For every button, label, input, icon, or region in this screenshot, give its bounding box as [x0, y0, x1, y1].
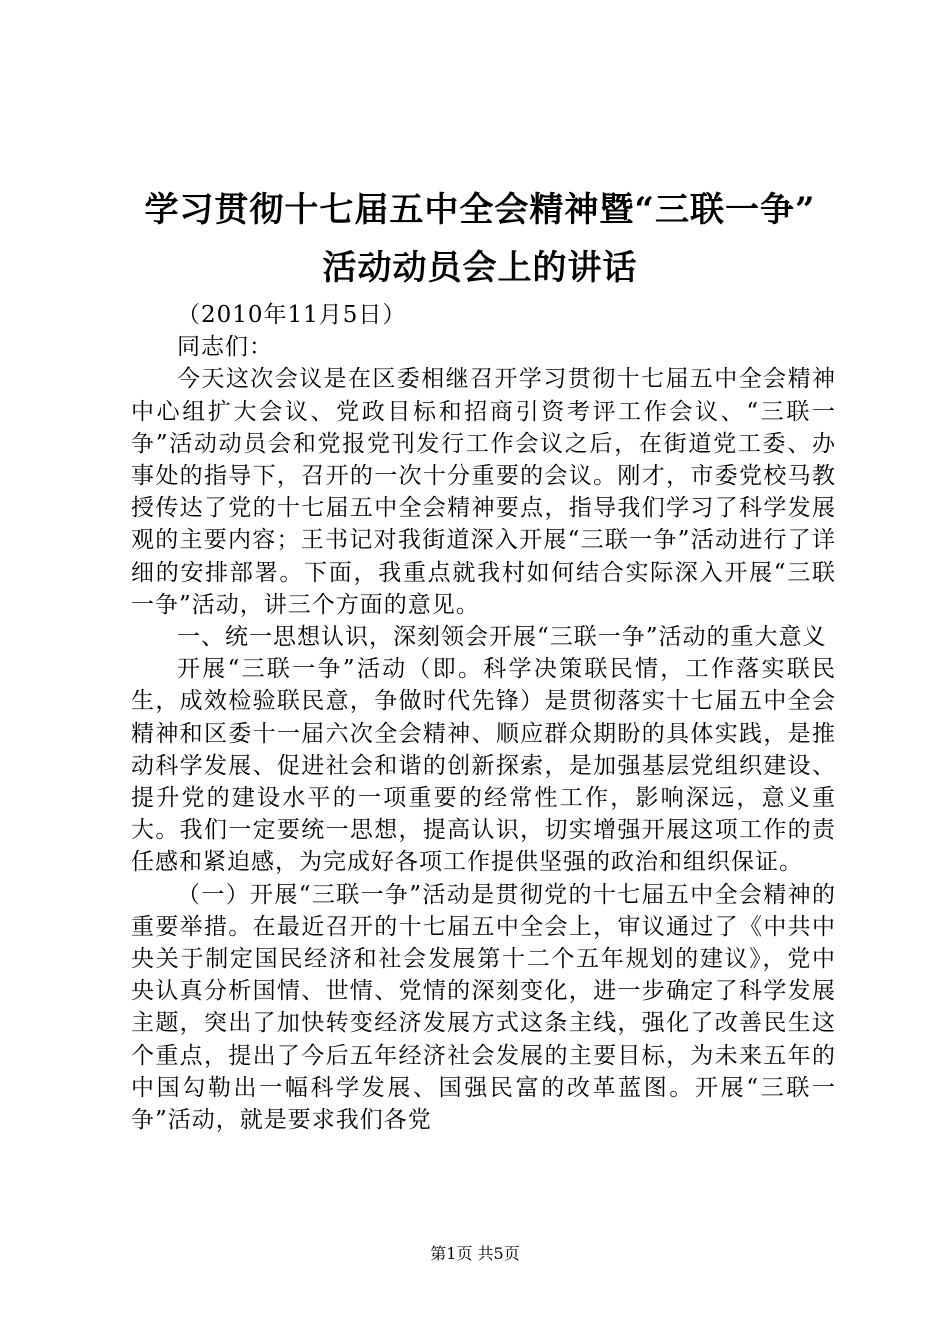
body-paragraph: 今天这次会议是在区委相继召开学习贯彻十七届五中全会精神中心组扩大会议、党政目标和招商引资考评工作会议、“三联一争”活动动员会和党报党刊发行工作会议之后，在街道党工委、办事处的指导下，召开的一次十分重要的会议。刚才，市委党校马教授传达了党的十七届五中全会精神要点，指导我们学习了科学发展观的主要内容；王书记对我街道深入开展“三联一争”活动进行了详细的安排部署。下面，我重点就我村如何结合实际深入开展“三联一争”活动，讲三个方面的意见。: [131, 366, 836, 618]
section-heading: 一、统一思想认识，深刻领会开展“三联一争”活动的重大意义: [177, 624, 827, 651]
document-title-line-1: 学习贯彻十七届五中全会精神暨“三联一争”: [144, 190, 816, 230]
document-body: [131, 299, 836, 1136]
salutation: 同志们：: [177, 334, 273, 361]
speech-date: （2010年11月5日）: [177, 302, 407, 328]
page-footer: 第1页 共5页: [430, 1244, 520, 1263]
body-paragraph: （一）开展“三联一争”活动是贯彻党的十七届五中全会精神的重要举措。在最近召开的十七届五中全会上，审议通过了《中共中央关于制定国民经济和社会发展第十二个五年规划的建议》，党中央认真分析国情、世情、党情的深刻变化，进一步确定了科学发展主题，突出了加快转变经济发展方式这条主线，强化了改善民生这个重点，提出了今后五年经济社会发展的主要目标，为未来五年的中国勾勒出一幅科学发展、国强民富的改革蓝图。开展“三联一争”活动，就是要求我们各党: [131, 881, 836, 1134]
body-paragraph: 开展“三联一争”活动（即。科学决策联民情，工作落实联民生，成效检验联民意，争做时代先锋）是贯彻落实十七届五中全会精神和区委十一届六次全会精神、顺应群众期盼的具体实践，是推动科学发展、促进社会和谐的创新探索，是加强基层党组织建设、提升党的建设水平的一项重要的经常性工作，影响深远，意义重大。我们一定要统一思想，提高认识，切实增强开展这项工作的责任感和紧迫感，为完成好各项工作提供坚强的政治和组织保证。: [131, 656, 836, 876]
document-title-line-2: 活动动员会上的讲话: [322, 248, 638, 288]
